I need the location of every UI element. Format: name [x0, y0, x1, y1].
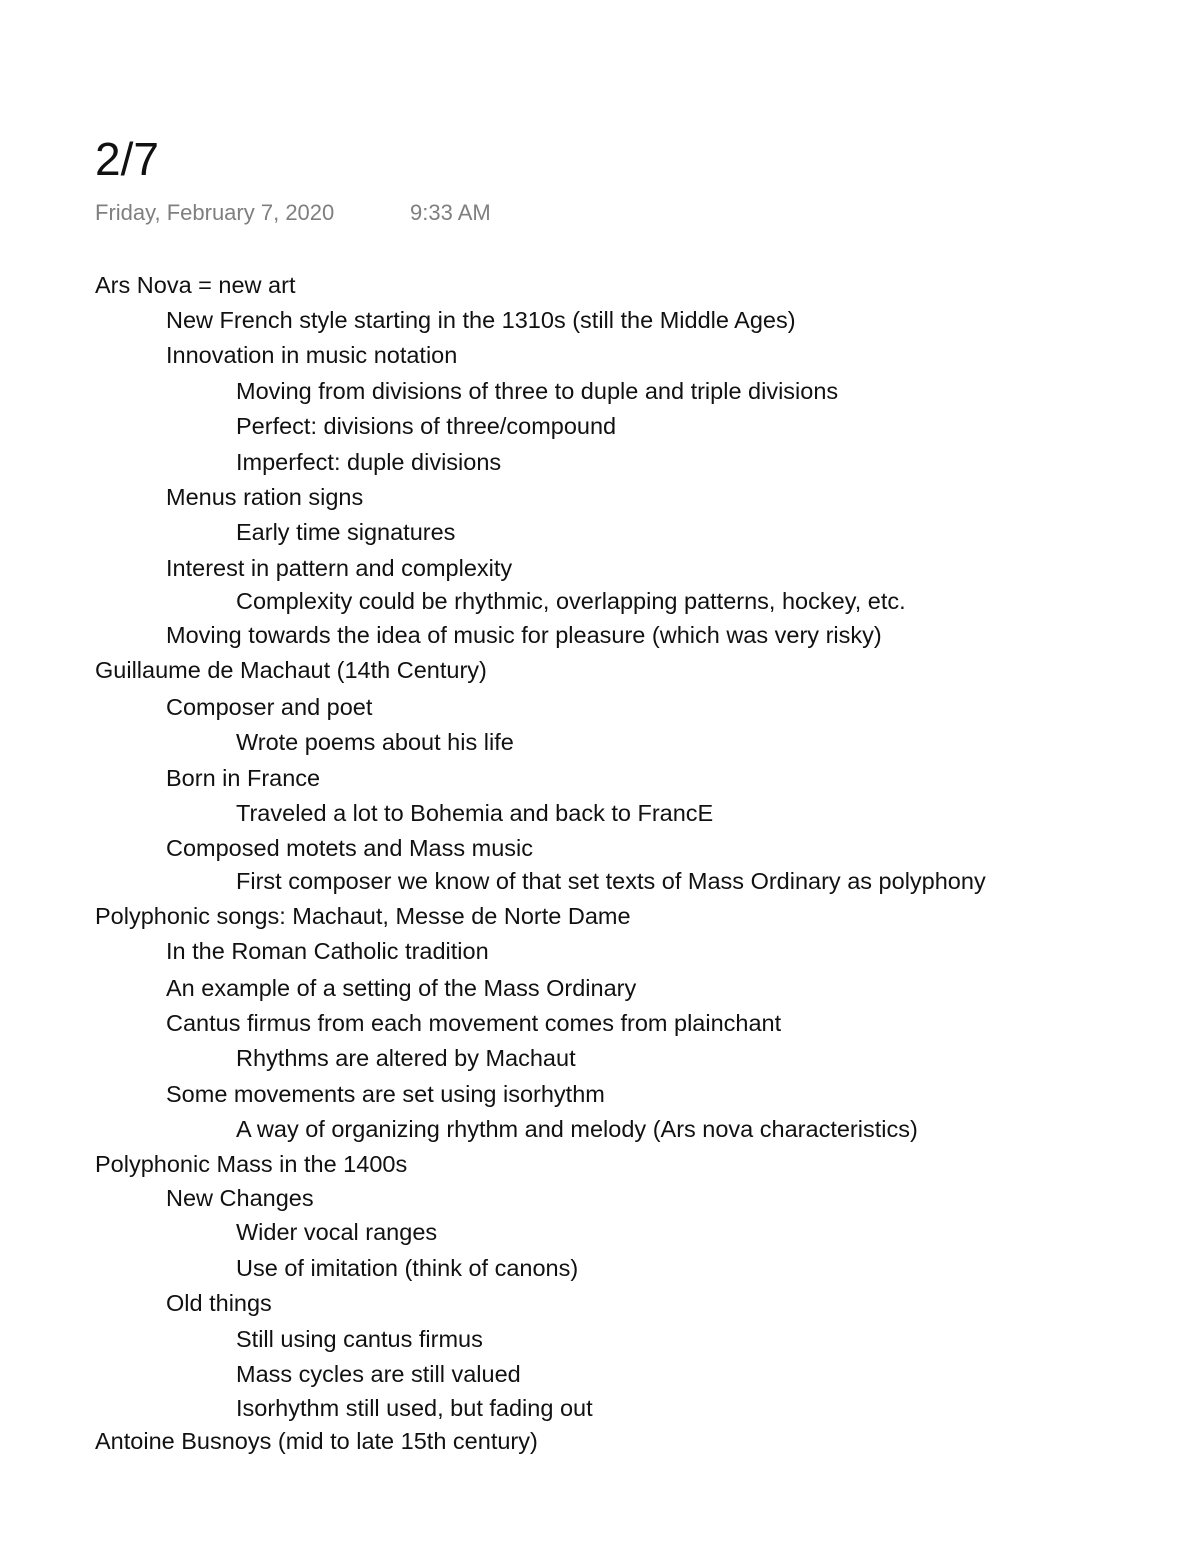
note-detail-line: Early time signatures — [236, 519, 456, 545]
note-detail-line: A way of organizing rhythm and melody (Ars nova characteristics) — [236, 1116, 918, 1142]
note-subpoint-line: Interest in pattern and complexity — [166, 555, 513, 581]
note-subpoint-line: Menus ration signs — [166, 484, 364, 510]
page-title: 2/7 — [95, 133, 159, 185]
note-detail-line: Traveled a lot to Bohemia and back to FrancE — [236, 800, 714, 826]
note-subpoint-line: New French style starting in the 1310s (still the Middle Ages) — [166, 307, 796, 333]
note-subpoint-line: In the Roman Catholic tradition — [166, 938, 489, 964]
note-time: 9:33 AM — [410, 200, 491, 225]
note-detail-line: Use of imitation (think of canons) — [236, 1255, 579, 1281]
note-body — [95, 268, 1175, 1454]
note-detail-line: Wider vocal ranges — [236, 1219, 438, 1245]
note-subpoint-line: Cantus firmus from each movement comes from plainchant — [166, 1010, 782, 1036]
note-detail-line: Wrote poems about his life — [236, 729, 514, 755]
note-subpoint-line: Born in France — [166, 765, 321, 791]
note-subpoint-line: Composed motets and Mass music — [166, 835, 534, 861]
note-detail-line: Imperfect: duple divisions — [236, 449, 502, 475]
note-heading-line: Polyphonic Mass in the 1400s — [95, 1151, 408, 1177]
note-heading-line: Antoine Busnoys (mid to late 15th century) — [95, 1428, 538, 1454]
note-detail-line: Isorhythm still used, but fading out — [236, 1395, 593, 1421]
note-subpoint-line: New Changes — [166, 1185, 314, 1211]
note-subpoint-line: An example of a setting of the Mass Ordinary — [166, 975, 637, 1001]
note-detail-line: Mass cycles are still valued — [236, 1361, 521, 1387]
note-detail-line: Rhythms are altered by Machaut — [236, 1045, 576, 1071]
note-subpoint-line: Composer and poet — [166, 694, 373, 720]
note-heading-line: Ars Nova = new art — [95, 272, 296, 298]
note-timestamp — [95, 199, 491, 227]
note-date: Friday, February 7, 2020 — [95, 200, 335, 225]
note-subpoint-line: Moving towards the idea of music for pleasure (which was very risky) — [166, 622, 882, 648]
note-detail-line: Complexity could be rhythmic, overlapping patterns, hockey, etc. — [236, 588, 906, 614]
note-heading-line: Guillaume de Machaut (14th Century) — [95, 657, 487, 683]
note-heading-line: Polyphonic songs: Machaut, Messe de Norte Dame — [95, 903, 631, 929]
note-detail-line: Perfect: divisions of three/compound — [236, 413, 617, 439]
note-detail-line: First composer we know of that set texts of Mass Ordinary as polyphony — [236, 868, 986, 894]
note-subpoint-line: Innovation in music notation — [166, 342, 458, 368]
note-detail-line: Still using cantus firmus — [236, 1326, 483, 1352]
note-detail-line: Moving from divisions of three to duple and triple divisions — [236, 378, 839, 404]
note-subpoint-line: Some movements are set using isorhythm — [166, 1081, 605, 1107]
note-subpoint-line: Old things — [166, 1290, 272, 1316]
